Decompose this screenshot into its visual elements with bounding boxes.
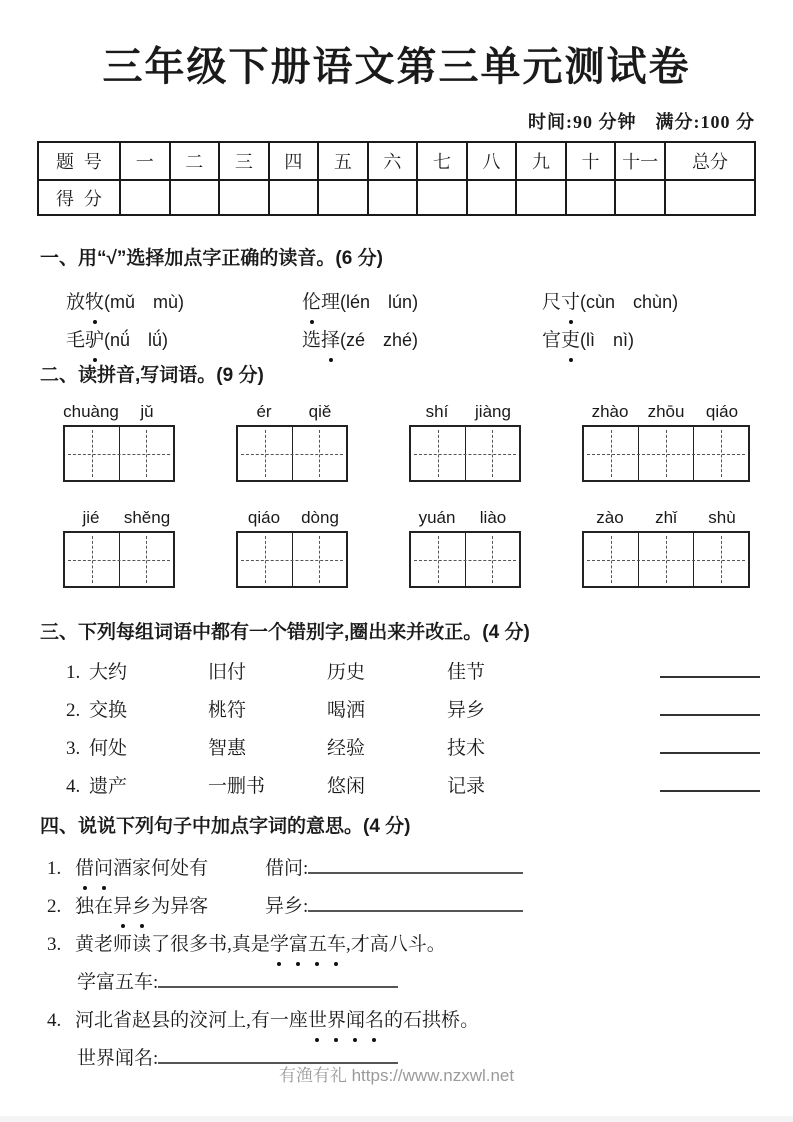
character: 牧 [85,284,104,322]
writing-box [236,425,348,482]
item-number: 4. [47,1010,62,1031]
writing-cell [411,427,465,480]
character: 河 [75,1010,95,1031]
character: , [246,1010,251,1031]
character: 世 [308,1002,327,1040]
pinyin-write-group [63,508,175,588]
character: 借 [75,850,94,888]
character: 家 [132,858,152,879]
character: 寸 [561,284,580,322]
question-column-header: 七 [417,142,467,180]
character: 选 [302,330,322,351]
character: 放 [66,292,86,313]
pinyin-options: (zé zhé) [340,330,419,350]
character: 。 [426,934,446,955]
pinyin-labels [582,508,750,528]
pinyin-labels [409,402,521,422]
character: 问 [94,850,113,888]
word-option: 记录 [447,776,486,797]
character: 客 [189,896,209,917]
character: 车 [327,926,346,964]
term-label: 世界闻名: [77,1048,159,1069]
meaning-answer-line [0,964,793,1002]
pinyin-options: (mǔ mù) [104,292,185,312]
character: 黄 [75,934,95,955]
score-table-score-row [38,180,755,215]
section3-heading: 三、下列每组词语中都有一个错别字,圈出来并改正。(4 分) [40,622,530,643]
question-column-header: 八 [467,142,517,180]
pinyin-labels [63,402,175,422]
pinyin-write-group [582,402,750,482]
question-number-label: 题号 [38,142,120,180]
word-option: 智惠 [208,738,247,759]
score-cell-empty [368,180,418,215]
character: 多 [189,934,209,955]
score-table-header-row [38,142,755,180]
dotted-word [542,330,580,351]
answer-blank [660,752,760,754]
writing-cell [693,427,748,480]
answer-blank [660,676,760,678]
character: 学 [270,926,289,964]
pinyin-write-group [236,508,348,588]
character: 有 [250,1010,270,1031]
writing-cell [693,533,748,586]
character: 拱 [422,1010,442,1031]
writing-cell [465,533,520,586]
character: 上 [227,1010,247,1031]
writing-box [63,531,175,588]
character: 何 [151,858,171,879]
character: 一 [269,1010,289,1031]
pinyin-syllable: chuàng [63,402,119,421]
pinyin-syllable: jié [82,508,100,527]
writing-cell [292,427,347,480]
pinyin-syllable: qiáo [247,508,281,527]
word-option: 桃符 [208,700,247,721]
word-option: 佳节 [447,662,486,683]
question-column-header: 十一 [615,142,665,180]
character: 才 [350,934,370,955]
character: 石 [403,1010,423,1031]
word-option: 异乡 [447,700,486,721]
typo-correction-row [0,768,793,806]
dotted-word [66,330,104,351]
section1-heading: 一、用“√”选择加点字正确的读音。(6 分) [40,248,383,269]
character: 了 [151,934,171,955]
pinyin-syllable: shí [425,402,449,421]
pinyin-syllable: jǔ [140,402,154,421]
pinyin-syllable: ér [256,402,272,421]
meaning-item [0,888,793,926]
writing-cell [411,533,465,586]
writing-box [409,531,521,588]
question-column-header: 六 [368,142,418,180]
character: 异 [170,896,190,917]
character: 独 [75,896,95,917]
word-option: 经验 [327,738,366,759]
pinyin-options: (cùn chùn) [580,292,679,312]
character: 理 [321,292,341,313]
writing-box [409,425,521,482]
word-option: 交换 [89,700,128,721]
pinyin-syllable: yuán [418,508,456,527]
word-option: 悠闲 [327,776,366,797]
pronunciation-item [66,321,302,359]
character: 有 [189,858,209,879]
pronunciation-item [542,321,793,359]
question-column-header: 四 [269,142,319,180]
section4-items [0,850,793,1078]
section4-heading: 四、说说下列句子中加点字词的意思。(4 分) [40,816,411,837]
character: 真 [231,934,251,955]
page-title: 三年级下册语文第三单元测试卷 [102,44,691,89]
pinyin-row-2 [0,508,793,588]
pinyin-syllable: shù [708,508,736,527]
pinyin-options: (lì nì) [580,330,635,350]
item-number: 3. [47,934,62,955]
character: 师 [113,934,133,955]
pinyin-labels [236,402,348,422]
word-option: 技术 [447,738,486,759]
character: 处 [170,858,190,879]
item-number: 1. [66,662,81,683]
character: 八 [388,934,408,955]
pronunciation-item [542,283,793,321]
writing-box [63,425,175,482]
meaning-item [0,1002,793,1040]
dotted-word [302,292,340,313]
score-cell-empty [269,180,319,215]
character: 驴 [85,322,104,360]
character: , [345,934,351,955]
character: 在 [94,896,114,917]
character: 是 [250,934,270,955]
answer-blank [308,872,523,874]
question-column-header: 三 [219,142,269,180]
typo-correction-row [0,692,793,730]
writing-box [582,425,750,482]
score-row-label: 得分 [38,180,120,215]
pinyin-write-group [409,402,521,482]
character: 书 [208,934,228,955]
pinyin-syllable: zhōu [647,402,685,421]
writing-cell [292,533,347,586]
word-option: 旧付 [208,662,247,683]
character: 高 [369,934,389,955]
item-number: 2. [66,700,81,721]
character: 读 [132,934,152,955]
question-column-header: 一 [120,142,170,180]
character: 五 [308,926,327,964]
writing-cell [638,533,693,586]
question-column-header: 五 [318,142,368,180]
dotted-word [542,292,580,313]
answer-blank [660,714,760,716]
dotted-word [302,330,340,351]
term-label: 学富五车: [77,972,159,993]
score-cell-empty [566,180,616,215]
character: 伦 [302,284,321,322]
character: 界 [327,1002,346,1040]
section3-rows [0,654,793,806]
pinyin-syllable: liào [479,508,507,527]
character: 桥 [441,1010,461,1031]
writing-cell [65,427,119,480]
character: 官 [542,330,562,351]
sentence [75,1010,479,1031]
word-option: 遗产 [89,776,128,797]
pinyin-write-group [582,508,750,588]
character: 尺 [542,292,562,313]
writing-cell [65,533,119,586]
word-option: 大约 [89,662,128,683]
question-column-header: 十 [566,142,616,180]
pronunciation-item [66,283,302,321]
sentence [75,888,265,926]
pinyin-options: (nǘ lǘ) [104,330,169,350]
character: 择 [321,322,340,360]
score-cell-empty [665,180,755,215]
section2-heading: 二、读拼音,写词语。(9 分) [40,365,264,386]
word-option: 历史 [327,662,366,683]
score-cell-empty [417,180,467,215]
character: 的 [170,1010,190,1031]
character: 省 [113,1010,133,1031]
score-cell-empty [467,180,517,215]
pinyin-syllable: zào [596,508,624,527]
sentence [75,850,265,888]
pronunciation-item [302,283,542,321]
character: 老 [94,934,114,955]
word-option: 喝洒 [327,700,366,721]
pinyin-syllable: qiáo [705,402,739,421]
typo-correction-row [0,730,793,768]
item-number: 2. [47,896,62,917]
score-cell-empty [120,180,170,215]
pinyin-labels [582,402,750,422]
character: 的 [384,1010,404,1031]
character: 酒 [113,858,133,879]
question-column-header: 九 [516,142,566,180]
writing-box [582,531,750,588]
character: 毛 [66,330,86,351]
pinyin-labels [409,508,521,528]
meaning-item [0,926,793,964]
pinyin-options: (lén lún) [340,292,419,312]
writing-cell [238,533,292,586]
character: 洨 [189,1010,209,1031]
character: 乡 [132,888,151,926]
character: 斗 [407,934,427,955]
character: 异 [113,888,132,926]
pinyin-labels [63,508,175,528]
section1-items [66,283,793,359]
character: 河 [208,1010,228,1031]
writing-cell [584,533,638,586]
page-edge [0,1116,793,1122]
answer-blank [660,790,760,792]
pinyin-write-group [409,508,521,588]
character: 座 [288,1010,308,1031]
pinyin-syllable: qiě [308,402,332,421]
pinyin-syllable: shěng [123,508,171,527]
score-cell-empty [219,180,269,215]
character: 名 [365,1002,384,1040]
question-column-header: 二 [170,142,220,180]
score-cell-empty [615,180,665,215]
score-cell-empty [318,180,368,215]
pinyin-syllable: zhào [591,402,629,421]
writing-cell [465,427,520,480]
answer-blank [158,986,398,988]
term-label: 异乡: [265,896,309,917]
writing-cell [584,427,638,480]
character: 县 [151,1010,171,1031]
character: 北 [94,1010,114,1031]
character: 很 [170,934,190,955]
score-table [37,141,756,216]
item-number: 4. [66,776,81,797]
answer-blank [308,910,523,912]
pinyin-write-group [236,402,348,482]
pinyin-syllable: dòng [301,508,339,527]
writing-box [236,531,348,588]
writing-cell [638,427,693,480]
character: 。 [460,1010,480,1031]
pinyin-syllable: jiàng [475,402,511,421]
dotted-word [66,292,104,313]
item-number: 3. [66,738,81,759]
writing-cell [119,427,174,480]
typo-correction-row [0,654,793,692]
score-cell-empty [516,180,566,215]
question-column-header: 总分 [665,142,755,180]
sentence [75,934,446,955]
character: 为 [151,896,171,917]
writing-cell [238,427,292,480]
writing-cell [119,533,174,586]
time-score-info: 时间:90 分钟 满分:100 分 [528,112,755,132]
score-cell-empty [170,180,220,215]
pinyin-labels [236,508,348,528]
character: 赵 [132,1010,152,1031]
pinyin-write-group [63,402,175,482]
character: 富 [289,926,308,964]
word-option: 一删书 [208,776,266,797]
character: , [227,934,232,955]
character: 吏 [561,322,580,360]
word-option: 何处 [89,738,128,759]
pinyin-syllable: zhǐ [655,508,677,527]
character: 闻 [346,1002,365,1040]
pronunciation-item [302,321,542,359]
pinyin-row-1 [0,402,793,482]
watermark-footer: 有渔有礼 https://www.nzxwl.net [278,1066,515,1085]
meaning-item [0,850,793,888]
term-label: 借问: [265,858,309,879]
item-number: 1. [47,858,62,879]
